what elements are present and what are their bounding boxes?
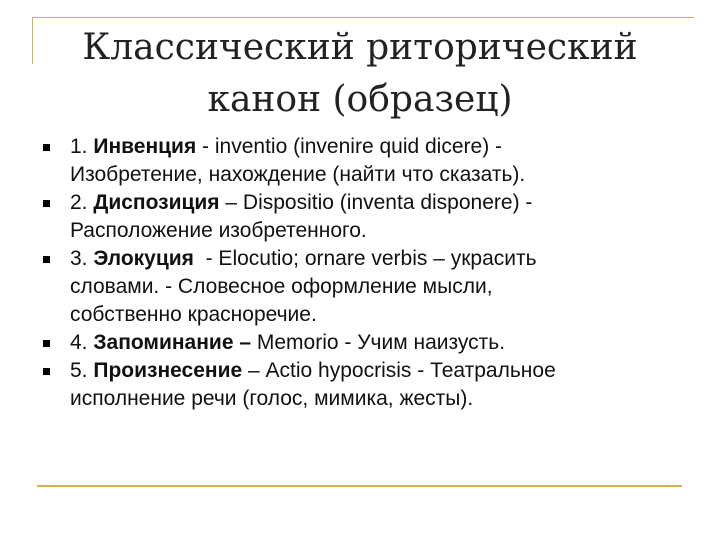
item-5-number: 5. (70, 359, 94, 382)
item-4-term: Запоминание – (93, 331, 252, 354)
title-line-1: Классический риторический (82, 27, 638, 68)
item-3-rest: - Elocutio; ornare verbis – украсить (193, 247, 537, 270)
square-bullet-icon (43, 368, 50, 375)
item-1-line-2: Изобретение, нахождение (найти что сказать). (70, 163, 526, 186)
slide-title (40, 22, 680, 126)
square-bullet-icon (43, 340, 50, 347)
item-2-line-1 (70, 189, 690, 217)
item-1-number: 1. (70, 135, 94, 158)
item-5-rest: – Actio hypocrisis - Театральное (242, 359, 556, 382)
title-line-2: канон (образец) (207, 79, 513, 120)
square-bullet-icon (43, 256, 50, 263)
list-item-delivery (40, 357, 690, 413)
item-4-rest: Memorio - Учим наизусть. (251, 331, 506, 354)
item-2-number: 2. (70, 191, 94, 214)
list-item-elocution (40, 245, 690, 329)
item-3-line-1 (70, 245, 690, 273)
item-3-line-3: собственно красноречие. (70, 303, 317, 326)
item-1-line-1 (70, 133, 690, 161)
item-2-term: Диспозиция (93, 191, 220, 214)
frame-left-line (32, 17, 33, 64)
item-1-rest: - inventio (invenire quid dicere) - (196, 135, 503, 158)
list-item-disposition (40, 189, 690, 245)
frame-top-line (32, 17, 694, 18)
item-1-term: Инвенция (93, 135, 197, 158)
item-3-term: Элокуция (93, 247, 194, 270)
item-4-line-1 (70, 329, 690, 357)
frame-bottom-line (37, 485, 682, 487)
item-3-number: 3. (70, 247, 94, 270)
item-2-line-2: Расположение изобретенного. (70, 219, 367, 242)
item-4-number: 4. (70, 331, 94, 354)
item-3-line-2: словами. - Словесное оформление мысли, (70, 275, 493, 298)
item-2-rest: – Dispositio (inventa disponere) - (219, 191, 533, 214)
item-5-line-1 (70, 357, 690, 385)
square-bullet-icon (43, 200, 50, 207)
list-item-invention (40, 133, 690, 189)
list-item-memory (40, 329, 690, 357)
item-5-line-2: исполнение речи (голос, мимика, жесты). (70, 387, 474, 410)
bullet-list (40, 133, 690, 413)
item-5-term: Произнесение (93, 359, 243, 382)
square-bullet-icon (43, 144, 50, 151)
